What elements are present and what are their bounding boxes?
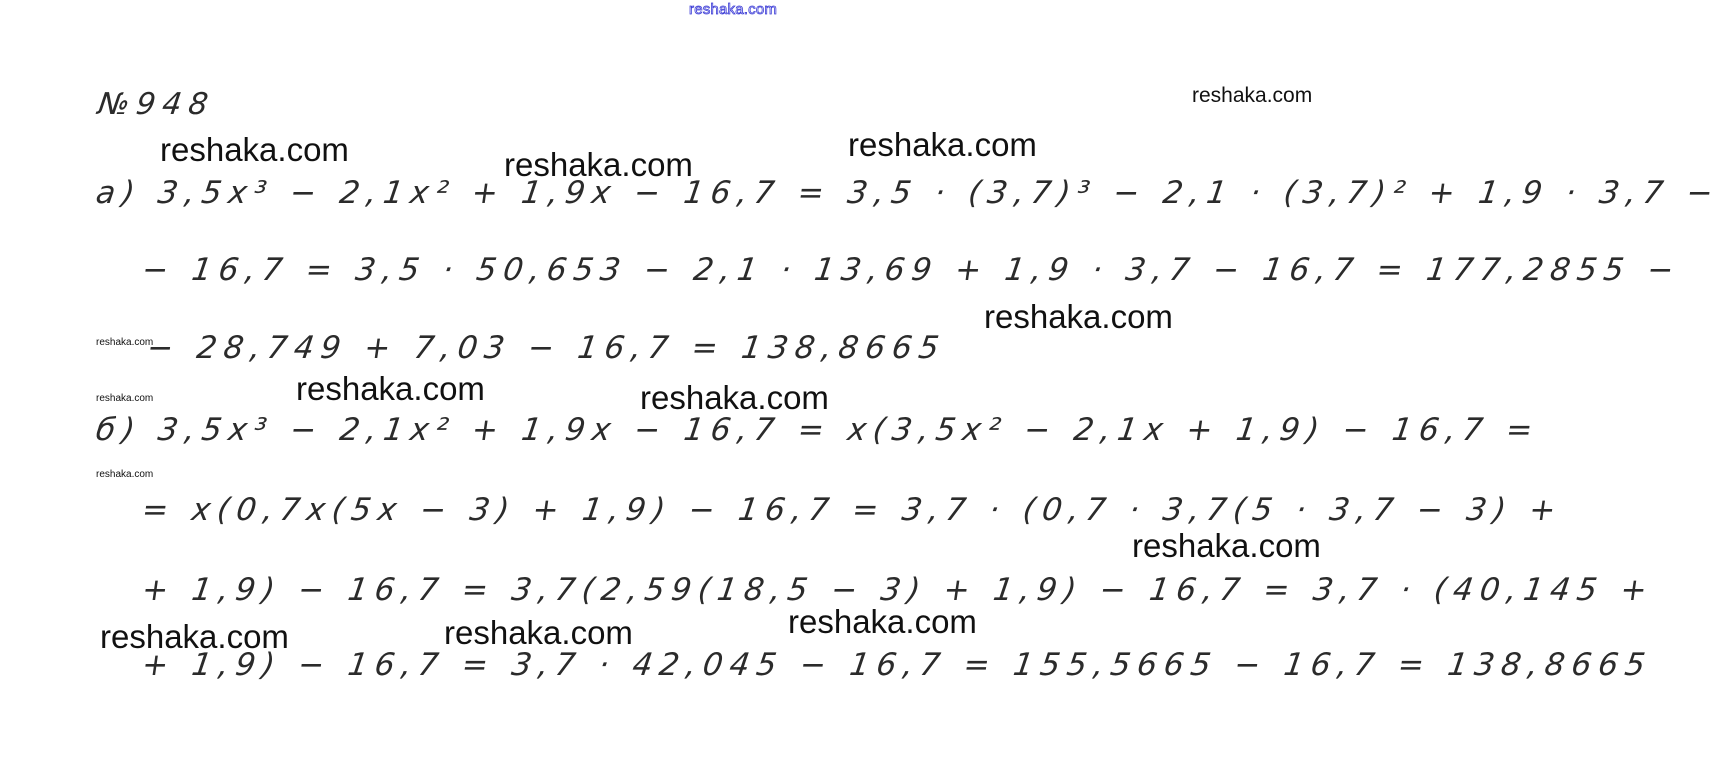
watermark: reshaka.com — [100, 618, 289, 655]
solution-line-a1: а) 3,5x³ − 2,1x² + 1,9x − 16,7 = 3,5 · (3,7)³ − 2,1 · (3,7)² + 1,9 · 3,7 − — [93, 175, 1722, 211]
solution-line-b3: + 1,9) − 16,7 = 3,7(2,59(18,5 − 3) + 1,9) − 16,7 = 3,7 · (40,145 + — [139, 572, 1657, 608]
solution-line-b2: = x(0,7x(5x − 3) + 1,9) − 16,7 = 3,7 · (0,7 · 3,7(5 · 3,7 − 3) + — [139, 492, 1565, 528]
watermark: reshaka.com — [788, 603, 977, 640]
watermark: reshaka.com — [96, 469, 154, 480]
problem-number: №948 — [95, 87, 218, 122]
watermark: reshaka.com — [504, 146, 693, 183]
watermark: reshaka.com — [96, 337, 154, 348]
solution-line-a3: − 28,749 + 7,03 − 16,7 = 138,8665 — [144, 330, 949, 366]
solution-line-a2: − 16,7 = 3,5 · 50,653 − 2,1 · 13,69 + 1,9 · 3,7 − 16,7 = 177,2855 − — [139, 252, 1683, 288]
watermark: reshaka.com — [984, 298, 1173, 335]
watermark: reshaka.com — [848, 126, 1037, 163]
watermark: reshaka.com — [160, 131, 349, 168]
solution-line-b4: + 1,9) − 16,7 = 3,7 · 42,045 − 16,7 = 155,5665 − 16,7 = 138,8665 — [139, 647, 1655, 683]
watermark: reshaka.com — [1132, 527, 1321, 564]
watermark: reshaka.com — [640, 379, 829, 416]
site-logo[interactable]: reshaka.com — [689, 1, 778, 18]
watermark: reshaka.com — [1192, 84, 1313, 107]
solution-line-b1: б) 3,5x³ − 2,1x² + 1,9x − 16,7 = x(3,5x² − 2,1x + 1,9) − 16,7 = — [93, 412, 1542, 448]
watermark: reshaka.com — [296, 370, 485, 407]
watermark: reshaka.com — [444, 614, 633, 651]
watermark: reshaka.com — [96, 393, 154, 404]
